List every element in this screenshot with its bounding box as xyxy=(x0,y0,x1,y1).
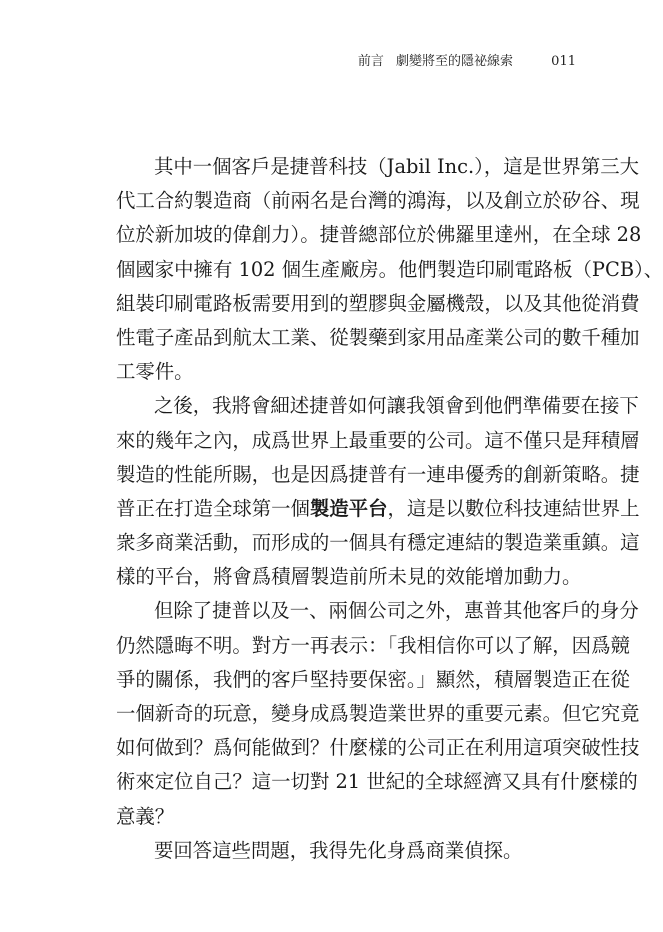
running-header xyxy=(358,50,576,69)
text-span: ，這是以數位科技連結世界上 xyxy=(387,496,640,520)
text-line: 一個新奇的玩意，變身成爲製造業世界的重要元素。但它究竟 xyxy=(116,702,640,725)
body-text xyxy=(116,150,663,868)
text-line: 代工合約製造商（前兩名是台灣的鴻海，以及創立於矽谷、現 xyxy=(116,189,640,213)
chapter-title: 劇變將至的隱祕線索 xyxy=(396,54,514,69)
text-line: 術來定位自己？這一切對 21 世紀的全球經濟又具有什麼樣的 xyxy=(116,770,638,794)
text-line: 要回答這些問題，我得先化身爲商業偵探。 xyxy=(154,838,523,862)
text-line: 製造的性能所賜，也是因爲捷普有一連串優秀的創新策略。捷 xyxy=(116,462,640,486)
text-line: 個國家中擁有 102 個生產廠房。他們製造印刷電路板（PCB）、 xyxy=(116,257,663,281)
text-span: 普正在打造全球第一個 xyxy=(116,496,310,520)
emphasized-term: 製造平台 xyxy=(309,496,388,520)
page-number: 011 xyxy=(551,54,576,69)
text-line: 組裝印刷電路板需要用到的塑膠與金屬機殼，以及其他從消費 xyxy=(116,291,640,315)
text-line: 來的幾年之內，成爲世界上最重要的公司。這不僅只是拜積層 xyxy=(116,428,640,452)
text-line: 仍然隱晦不明。對方一再表示：「我相信你可以了解，因爲競 xyxy=(116,633,630,657)
text-line xyxy=(116,492,640,526)
text-line: 之後，我將會細述捷普如何讓我領會到他們準備要在接下 xyxy=(154,394,639,418)
text-line: 爭的關係，我們的客戶堅持要保密。」顯然，積層製造正在從 xyxy=(116,667,630,691)
text-line: 性電子產品到航太工業、從製藥到家用品產業公司的數千種加 xyxy=(116,325,640,349)
text-line: 衆多商業活動，而形成的一個具有穩定連結的製造業重鎮。這 xyxy=(116,531,640,555)
text-line: 工零件。 xyxy=(116,360,194,384)
text-line: 位於新加坡的偉創力）。捷普總部位於佛羅里達州，在全球 28 xyxy=(116,223,642,247)
text-line: 意義？ xyxy=(116,804,175,828)
text-line: 其中一個客戶是捷普科技（Jabil Inc.），這是世界第三大 xyxy=(154,155,639,178)
text-line: 樣的平台，將會爲積層製造前所未見的效能增加動力。 xyxy=(116,565,582,589)
text-line: 如何做到？爲何能做到？什麼樣的公司正在利用這項突破性技 xyxy=(116,736,640,760)
paragraph xyxy=(116,389,640,594)
text-line: 但除了捷普以及一、兩個公司之外，惠普其他客戶的身分 xyxy=(154,599,639,623)
chapter-label: 前言 xyxy=(357,54,384,69)
paragraph xyxy=(116,594,640,833)
paragraph xyxy=(116,150,663,389)
paragraph xyxy=(116,834,576,868)
